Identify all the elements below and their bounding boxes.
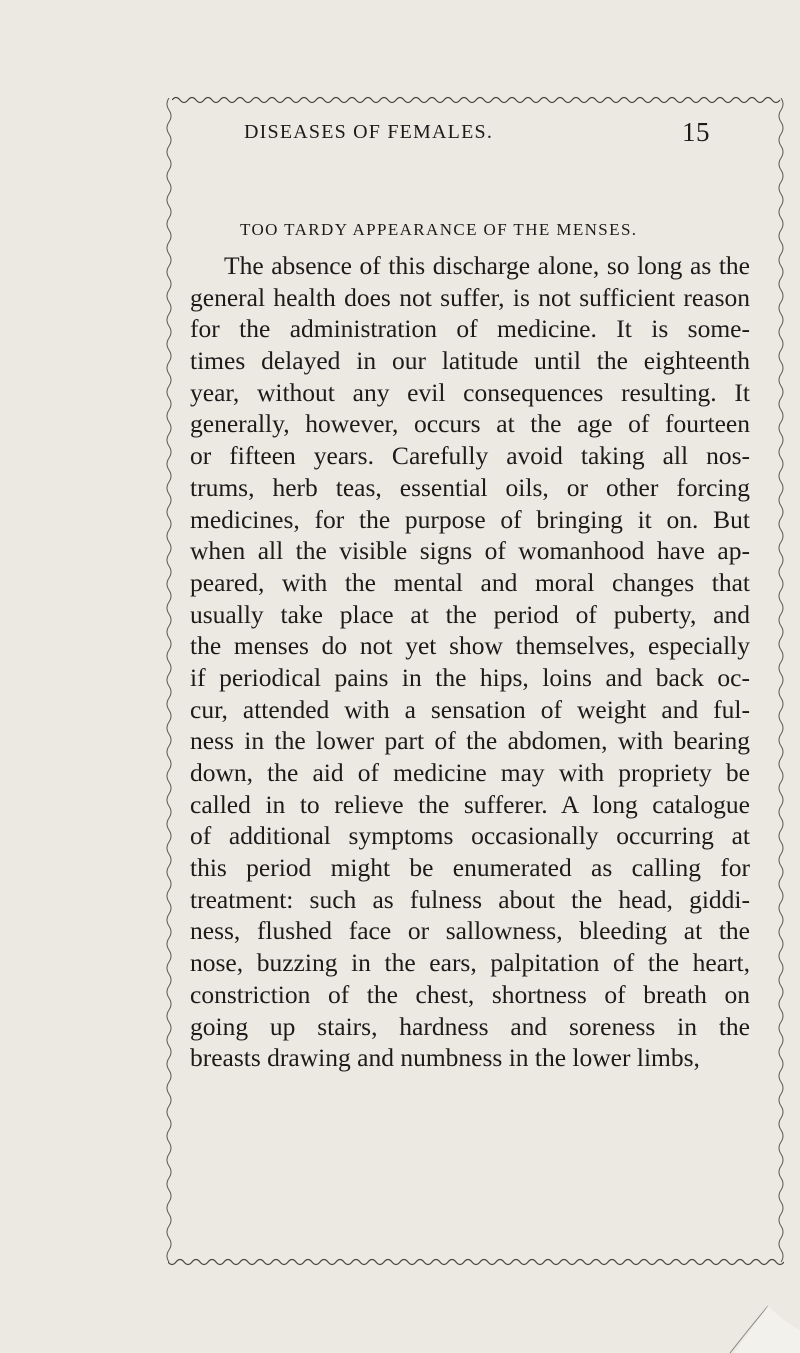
- text-line: of additional symptoms occasionally occurring at: [190, 821, 750, 851]
- page-number: 15: [682, 116, 710, 147]
- decorative-border-top: [172, 94, 784, 104]
- text-line: trums, herb teas, essential oils, or other forcing: [190, 472, 750, 502]
- text-line: going up stairs, hardness and soreness in the: [190, 1011, 750, 1041]
- text-line: times delayed in our latitude until the eighteenth: [190, 346, 750, 376]
- body-paragraph: [190, 250, 750, 1074]
- text-line: down, the aid of medicine may with propriety be: [190, 758, 750, 787]
- text-line: cur, attended with a sensation of weight and ful-: [190, 694, 750, 724]
- running-title: DISEASES OF FEMALES.: [244, 120, 494, 143]
- text-line: ness, flushed face or sallowness, bleeding at the: [190, 916, 750, 946]
- text-line: constriction of the chest, shortness of breath on: [190, 979, 750, 1009]
- section-heading: TOO TARDY APPEARANCE OF THE MENSES.: [240, 220, 638, 239]
- text-line: when all the visible signs of womanhood have ap-: [190, 536, 750, 566]
- text-line: The absence of this discharge alone, so long as the: [224, 251, 750, 280]
- text-line: the menses do not yet show themselves, especially: [190, 631, 750, 661]
- text-line: if periodical pains in the hips, loins and back oc-: [190, 662, 750, 692]
- text-line: usually take place at the period of puberty, and: [190, 599, 750, 629]
- text-line: for the administration of medicine. It is some-: [190, 314, 750, 344]
- text-line: or fifteen years. Carefully avoid taking all nos-: [190, 441, 750, 471]
- decorative-border-right: [776, 98, 786, 1262]
- text-line: peared, with the mental and moral changes that: [190, 567, 750, 597]
- text-line: called in to relieve the sufferer. A long catalogue: [190, 789, 750, 819]
- text-line: medicines, for the purpose of bringing it on. But: [190, 504, 750, 534]
- text-line: year, without any evil consequences resulting. It: [190, 377, 750, 407]
- decorative-border-left: [164, 98, 174, 1262]
- text-line: this period might be enumerated as calling for: [190, 853, 750, 883]
- text-line: breasts drawing and numbness in the lower limbs,: [190, 1043, 700, 1073]
- decorative-border-bottom: [168, 1258, 784, 1268]
- text-line: general health does not suffer, is not sufficient reason: [190, 282, 750, 312]
- text-line: treatment: such as fulness about the head, giddi-: [190, 884, 750, 914]
- text-line: ness in the lower part of the abdomen, with bearing: [190, 726, 750, 756]
- running-head: [244, 114, 710, 150]
- page-corner-curl: [726, 1300, 800, 1353]
- text-line: nose, buzzing in the ears, palpitation of the heart,: [190, 948, 750, 978]
- text-line: generally, however, occurs at the age of fourteen: [190, 409, 750, 439]
